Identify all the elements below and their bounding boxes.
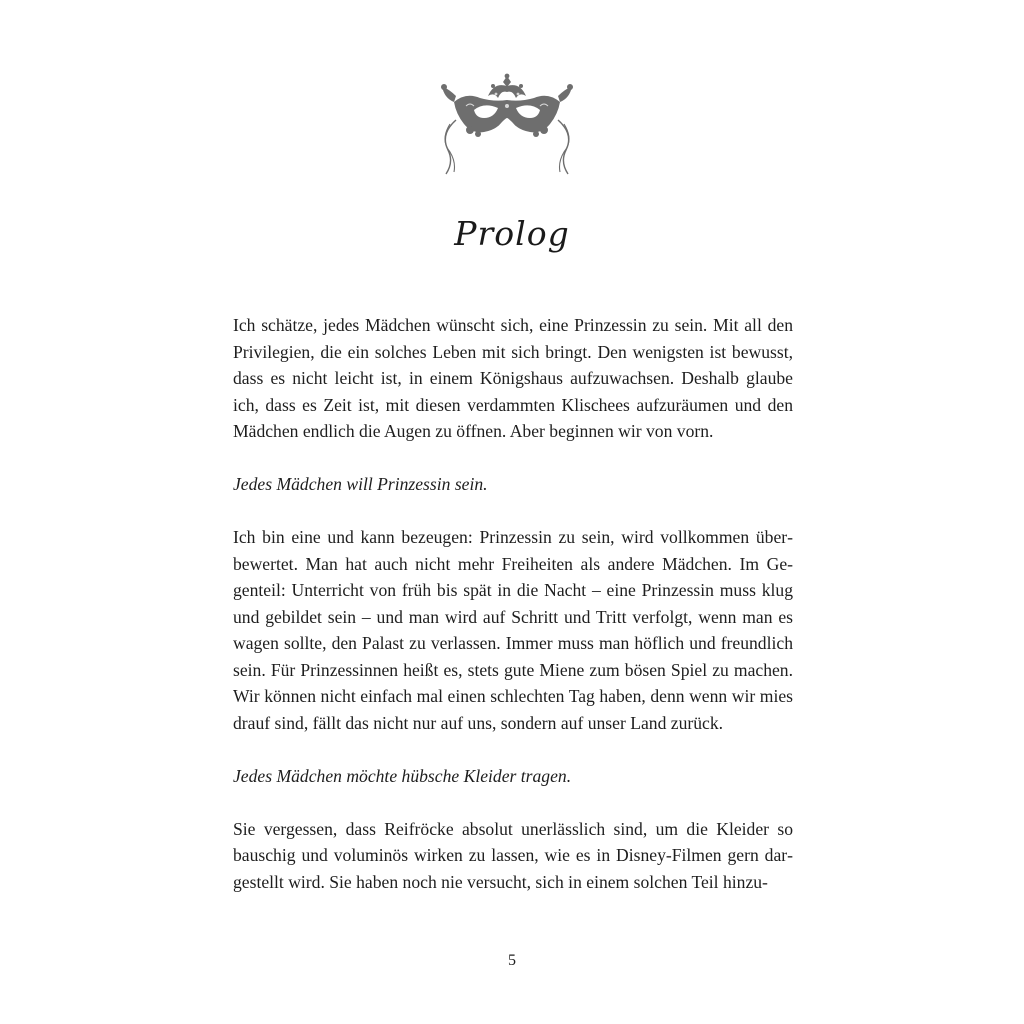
paragraph: Sie vergessen, dass Reifröcke absolut unerlässlich sind, um die Kleider so bauschig und voluminös wirken zu lassen, wie es in Disney-Filmen gern dargestellt wird. Sie haben noch nie versucht, sich in einem solchen Teil hinzu- (233, 818, 793, 892)
italic-paragraph: Jedes Mädchen will Prinzessin sein. (233, 474, 488, 494)
chapter-title: Prolog (454, 214, 570, 253)
paragraph: Ich schätze, jedes Mädchen wünscht sich, eine Prinzessin zu sein. Mit all den Privilegien, die ein solches Leben mit sich bringt. Den wenigsten ist bewusst, dass es nicht leicht ist, in einem Königshaus aufzuwachsen. Deshalb glaube ich, dass es Zeit ist, mit diesen verdammten Klischees aufzuräumen und den Mädchen endlich die Augen zu öffnen. Aber beginnen wir von vorn. (233, 315, 793, 441)
body-text (233, 312, 793, 895)
paragraph: Ich bin eine und kann bezeugen: Prinzessin zu sein, wird vollkommen überbewertet. Man hat auch nicht mehr Freiheiten als andere Mädchen. Im Gegenteil: Unterricht von früh bis spät in die Nacht – eine Prinzessin muss klug und gebildet sein – und man wird auf Schritt und Tritt verfolgt, wenn man es wagen sollte, den Palast zu verlassen. Immer muss man höflich und freundlich sein. Für Prinzessinnen heißt es, stets gute Miene zum bösen Spiel zu machen. Wir können nicht einfach mal einen schlechten Tag haben, denn wenn wir mies drauf sind, fällt das nicht nur auf uns, sondern auf unser Land zurück. (233, 527, 793, 733)
page-number: 5 (508, 952, 516, 969)
italic-paragraph: Jedes Mädchen möchte hübsche Kleider tragen. (233, 765, 572, 786)
venetian-mask-icon (436, 72, 578, 180)
